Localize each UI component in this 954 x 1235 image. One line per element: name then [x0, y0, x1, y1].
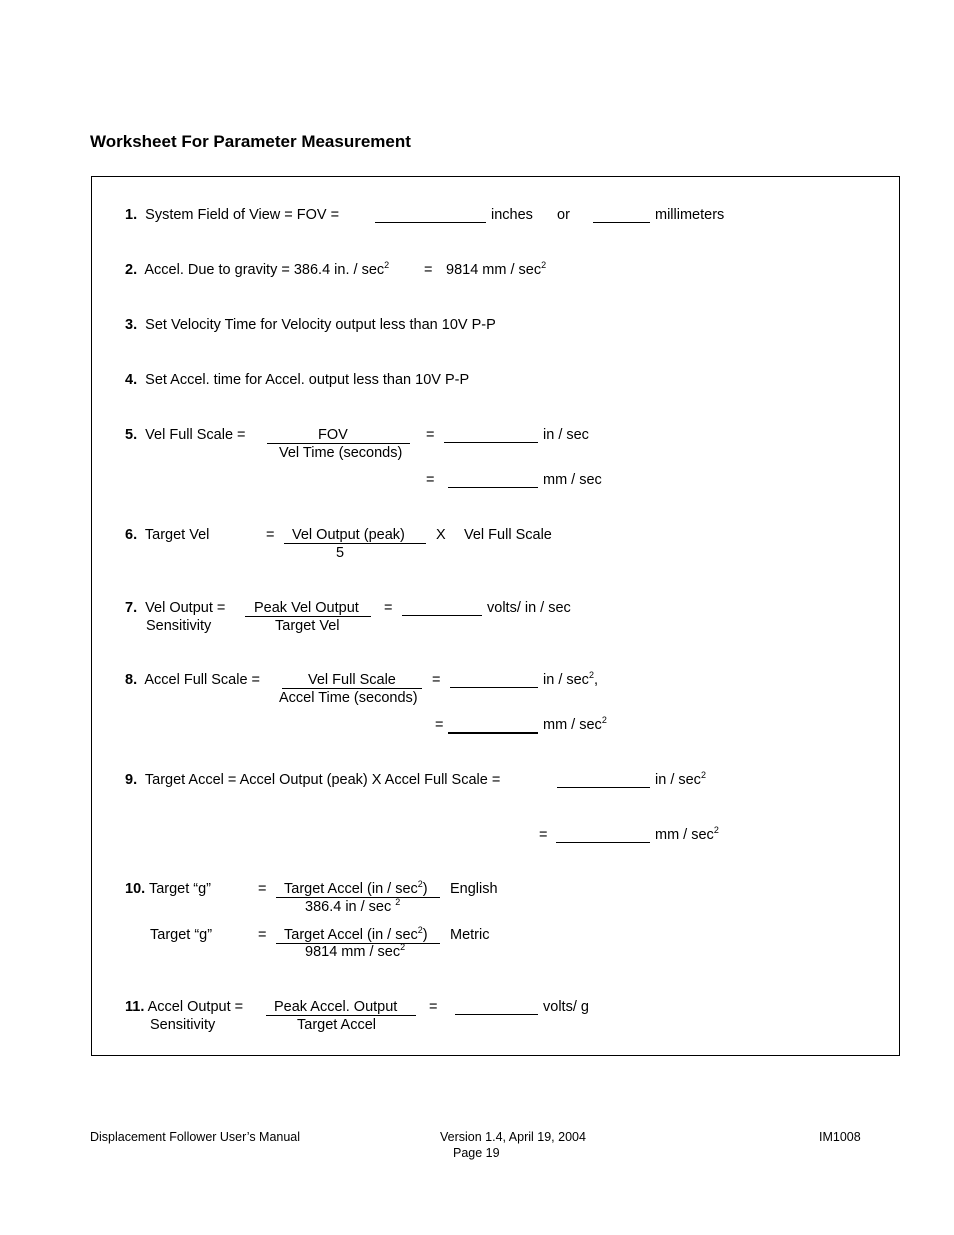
blank-vel-fs-in[interactable]	[444, 442, 538, 443]
item-9-eq2: =	[539, 827, 548, 843]
unit-in-sec2-9: in / $\sec^2$	[655, 770, 706, 788]
item-6: 6. Target Vel	[125, 527, 210, 543]
item-6-eq: =	[266, 527, 275, 543]
item-9: 9. Target Accel = Accel Output (peak) X Accel Full Scale =	[125, 772, 501, 788]
item-6-fraction-bar	[284, 543, 426, 544]
item-5: 5. Vel Full Scale =	[125, 427, 246, 443]
footer-version: Version 1.4, April 19, 2004	[440, 1130, 586, 1144]
item-3: 3. Set Velocity Time for Velocity output less than 10V P-P	[125, 317, 496, 333]
item-2-eq: =	[424, 262, 433, 278]
item-10-fraction-bar1	[276, 897, 440, 898]
unit-mm-sec2-9: mm / $\sec^2$	[655, 825, 719, 843]
item-11-denominator: Target Accel	[297, 1017, 376, 1033]
item-5-denominator: Vel Time (seconds)	[279, 445, 403, 461]
unit-mm-sec: mm / sec	[543, 472, 602, 488]
blank-accel-sensitivity[interactable]	[455, 1014, 538, 1015]
item-5-eq1: =	[426, 427, 435, 443]
item-11-numerator: Peak Accel. Output	[274, 999, 398, 1015]
page-title: Worksheet For Parameter Measurement	[90, 132, 411, 151]
item-7-denominator: Target Vel	[275, 618, 340, 634]
blank-fov-mm[interactable]	[593, 222, 650, 223]
item-7-label2: Sensitivity	[146, 618, 212, 634]
item-2-value: 9814 mm / $\sec^2$	[446, 260, 547, 278]
item-10-eq2: =	[258, 927, 267, 943]
item-8-eq2: =	[435, 717, 444, 733]
item-10-english: English	[450, 881, 498, 897]
blank-fov-inches[interactable]	[375, 222, 486, 223]
item-10-eq1: =	[258, 881, 267, 897]
blank-vel-fs-mm[interactable]	[448, 487, 538, 488]
footer-page-number: Page 19	[453, 1146, 500, 1160]
item-7-eq: =	[384, 600, 393, 616]
item-11-fraction-bar	[266, 1015, 416, 1016]
item-7-numerator: Peak Vel Output	[254, 600, 359, 616]
item-10-numerator2: Target Accel $(in / \sec^2)$	[284, 925, 428, 943]
blank-target-accel-mm[interactable]	[556, 842, 650, 843]
unit-inches: inches	[491, 207, 533, 223]
item-7-fraction-bar	[245, 616, 371, 617]
unit-in-sec: in / sec	[543, 427, 589, 443]
or-text: or	[557, 207, 570, 223]
item-2: 2. Accel. Due to gravity = 386.4 in. / $\sec^2$	[125, 260, 390, 278]
item-10-denominator1: 386.4 in / sec $^2$	[305, 897, 401, 915]
unit-mm-sec2: mm / $\sec^2$	[543, 715, 607, 733]
blank-target-accel-in[interactable]	[557, 787, 650, 788]
item-6-numerator: Vel Output (peak)	[292, 527, 405, 543]
item-11: 11. Accel Output =	[125, 999, 244, 1015]
item-6-rhs: Vel Full Scale	[464, 527, 552, 543]
item-8-denominator: Accel Time (seconds)	[279, 690, 418, 706]
item-5-numerator: FOV	[318, 427, 348, 443]
item-10-denominator2: 9814 mm / $\sec^2$	[305, 942, 406, 960]
item-8-fraction-bar	[282, 688, 422, 689]
item-5-fraction-bar	[267, 443, 410, 444]
blank-accel-fs-in[interactable]	[450, 687, 538, 688]
item-8: 8. Accel Full Scale =	[125, 672, 261, 688]
item-5-eq2: =	[426, 472, 435, 488]
item-11-label2: Sensitivity	[150, 1017, 216, 1033]
item-8-numerator: Vel Full Scale	[308, 672, 396, 688]
item-10-label2: Target “g”	[150, 927, 213, 943]
item-1: 1. System Field of View = FOV =	[125, 207, 340, 223]
footer-doc-id: IM1008	[819, 1130, 861, 1144]
item-8-eq1: =	[432, 672, 441, 688]
unit-volts-g: volts/ g	[543, 999, 589, 1015]
unit-volts-in-sec: volts/ in / sec	[487, 600, 571, 616]
footer-manual-title: Displacement Follower User’s Manual	[90, 1130, 301, 1144]
item-11-eq: =	[429, 999, 438, 1015]
item-7: 7. Vel Output =	[125, 600, 226, 616]
item-6-times: X	[436, 527, 446, 543]
item-10-numerator1: Target Accel $(in / \sec^2)$	[284, 879, 428, 897]
item-10-metric: Metric	[450, 927, 490, 943]
blank-vel-sensitivity[interactable]	[402, 615, 482, 616]
item-10: 10. Target “g”	[125, 881, 212, 897]
blank-accel-fs-mm[interactable]	[448, 732, 538, 734]
item-6-denominator: 5	[336, 545, 345, 561]
unit-in-sec2: in / $\sec^2$,	[543, 670, 598, 688]
unit-millimeters: millimeters	[655, 207, 725, 223]
item-4: 4. Set Accel. time for Accel. output less than 10V P-P	[125, 372, 470, 388]
